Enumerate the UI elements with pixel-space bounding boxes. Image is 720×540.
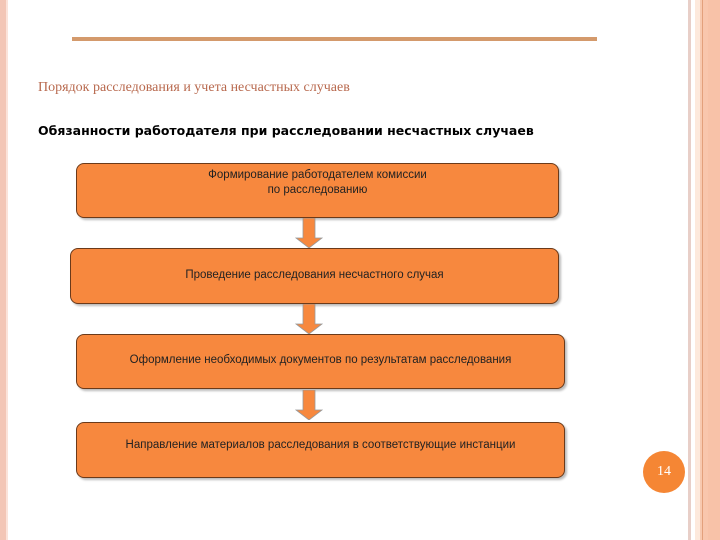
step-4-text: Направление материалов расследования в соответствующие инстанции [125,439,516,451]
slide-title: Порядок расследования и учета несчастных случаев [38,80,350,95]
step-box-1 [76,163,559,218]
down-arrow-icon [295,304,323,334]
slide-subtitle: Обязанности работодателя при расследовании несчастных случаев [38,123,534,138]
step-box-3 [76,334,565,389]
title-rule [72,37,597,41]
down-arrow-icon [295,390,323,420]
step-3-text: Оформление необходимых документов по результатам расследования [129,354,512,366]
step-2-text: Проведение расследования несчастного случая [185,269,444,281]
step-box-2 [70,248,559,304]
step-box-4 [76,422,565,478]
step-1-line-1: Формирование работодателем комиссии [208,169,427,181]
step-1-line-2: по расследованию [267,184,368,196]
right-decorative-stripes [688,0,720,540]
left-border-inner [6,0,8,540]
down-arrow-icon [295,218,323,248]
page-number-badge: 14 [643,451,685,493]
